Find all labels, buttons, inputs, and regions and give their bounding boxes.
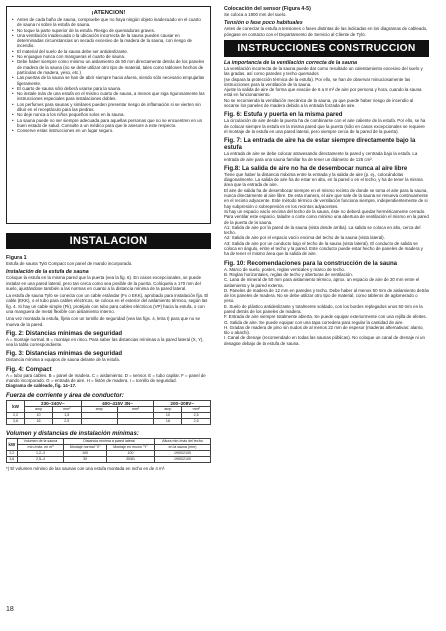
volume-table-subheader: mín./máx. en m³ [17,444,64,450]
fig10-item: G. Salida de aire. Se puede equipar con una tapa corredera para regular la cantidad de aire. [224,319,404,325]
installation-banner: INSTALACION [6,233,211,249]
table-row [7,456,211,462]
fig10-item: F. Entrada de aire siempre totalmente abierta. Se puede equipar exteriormente con una rejilla de afeites. [224,314,427,320]
warning-item: • No toque la parte superior de la estufa. Riesgo de quemaduras graves. [11,28,206,33]
warning-item: • Las puertas de la sauna se han de abrir siempre hacia afuera, siendo sólo necesario empujarlas ligeramente. [11,75,206,86]
figure1-title: Figura 1 [6,255,27,261]
ventilation-paragraph: (se dispara la protección térmica de la estufa). Por ello, se han de observar minuciosamente las instrucciones para la ventilación de la sauna. [224,76,411,87]
table-cell: 3,6 [7,456,18,462]
fig6-text: La circulación de aire desde la puerta ha de combinarse con el aire caliente de la estufa. Por ello, se ha de colocar siempre la estufa en la misma pared que la puerta (sólo en casos excepcionales se requiere el montaje de la estufa en una pared lateral, pero siempre cerca de la pared de la puerta). [224,118,426,134]
volume-table-title: Volumen y distancias de instalación mínimas: [6,429,139,437]
fig6-title: Fig. 6: Estufa y puerta en la misma pared [224,111,343,119]
installation-paragraph: Coloque la estufa en la misma pared que la puerta (vea la fig. 6). En casos excepcionales, se puede instalar en una pared lateral, pero tan cerca como sea posible de la puerta. Colóquela a 170 mm del suelo, ajustándose también a las normas en cuanto a la distancia mínima de la pared lateral. [6,275,202,291]
fig10-item: H. Gradas de madera de pino sin nudos de al menos 22 mm de espesor (maderas alternativas: alamo, tilo o abachi). [224,324,424,336]
table-cell: 100 [107,450,155,456]
installation-paragraph: Una vez montada la estufa, fíjela con un tornillo de seguridad (vea las figs. 4, letra I) para que no se mueva de la pared. [6,316,201,327]
volume-table-kw-header: kW [7,438,18,450]
fig3-title: Fig. 3: Distancias mínimas de seguridad [6,350,123,358]
installation-title: Instalación de la estufa de sauna [6,269,89,275]
table-cell: 100 [64,450,107,456]
table-cell: 30 [64,456,107,462]
cable-table [6,400,211,425]
warning-item: • No deje nunca a los niños pequeños solos en la sauna. [11,112,206,117]
ventilation-paragraph: La ventilación incorrecta de la sauna puede dar como resultado un calentamiento excesivo del suelo y las gradas, así como paredes y techo quemados [224,66,423,77]
tension-title: Tensión o fase poco habituales [224,20,303,26]
warning-item: • Debe haber siempre como mínimo un aislamiento de 50 mm directamente detrás de los paneles de madera de la sauna (no se debe utilizar otro tipo de material, tales como tablones hechos de partículas de madera, yeso, etc.) [11,59,206,75]
fig8-paragraph: Tiene que haber la distancia máxima entre la entrada y la salida de aire (p. ej., colocándolas diagonalmente. La salida de aire ha de estar en alto, en la pared o en el techo, y ha de tener la misma área que la entrada de aire. [224,171,423,188]
volume-table-subheader: Montaje en rincón "Y" [107,444,155,450]
warning-item: • El material del suelo de la sauna debe ser antideslizante. [11,49,206,54]
tension-text: Antes de conectar la estufa a tensiones o fases distintas de las indicadas en los diagramas de cableado, póngase en contacto con el Departamento de Servicio al Cliente de Tylö. [224,26,428,37]
fig10-item: E. Suelo de plástico antideslizante y totalmente soldado, con los bordes replegados unos 50 mm en la pared detrás de los paneles de madera. [224,303,423,314]
warning-item: • Antes de cada baño de sauna, compruebe que no haya ningún objeto inadecuado en el cuarto de sauna ni sobre la estufa de sauna. [11,17,206,28]
fig8-paragraph: El aire de salida ha de desembocar siempre en el mismo recinto de donde se toma el aire para la sauna, nunca directamente al aire libre. De esta manera, el aire que sale de la sauna se renueva continuamente en el recinto adyacente. Este método térmico de ventilación funciona siempre, independientemente de si hay subpresión o sobrepresión en los recintos adyacentes. [224,187,429,209]
warning-item: • Una ventilación inadecuada o la ubicación incorrecta de la sauna pueden causar en determinadas circunstancias un secado excesivo de la madera de la sauna, con riesgo de incendio. [11,33,206,49]
table-cell: 2,5–4 [17,456,64,462]
cable-table-group-header: 400–415V 3N~ [81,400,154,406]
warning-item: • Los perfumes para saunas y similares pueden presentar riesgo de inflamación si se vierten sin diluir en el receptáculo para las piedras. [11,102,206,113]
cable-table-kw-header: kW [7,400,25,412]
table-cell: 30/81 [107,456,155,462]
table-cell [81,418,117,424]
volume-table-header: Volumen de la sauna [17,438,64,444]
ventilation-paragraph: Ajuste la salida de aire de forma que evacúe de 6 a 8 m³ de aire por persona y hora, cuando la sauna está en funcionamiento. [224,87,422,98]
table-cell: 2,5 [182,418,211,424]
fig10-item: C. Lana de mineral de 50 mm para aislamiento térmico, aprox. un espacio de aire de 20 mm entre el aislamiento y la pared externa. [224,277,420,288]
volume-table-header: Altura min./máx del techo [154,438,210,444]
volume-table-header: Distancia mínima a pared lateral [64,438,155,444]
table-row [7,418,211,424]
table-cell: 16 [25,418,53,424]
fig10-item: A. Marco de suelo, postes, reglas verticales y marco de techo. [224,266,346,272]
table-cell: 1900/2100 [154,450,210,456]
volume-table [6,438,211,463]
fig10-item: D. Paneles de madera de 12 mm en paredes y techo. Debe haber al menos 50 mm de aislamiento detrás de los paneles de madera. No se debe utilizar otro tipo de material, como tableros de aglomerado o yeso. [224,287,430,304]
cable-table-subheader: amp [81,406,117,412]
table-cell: 2,5 [182,412,211,418]
table-cell: 1900/2100 [154,456,210,462]
cable-table-subheader: mm² [182,406,211,412]
warning-item: • La sauna puede no ser siempre adecuada para aquellas personas que no se encuentren en un buen estado de salud. Consulte a un médico para que le asesore a este respecto. [11,118,206,129]
fig8-title: Fig.8: La salida de aire no ha de desembocar nunca al aire libre [224,164,408,172]
table-cell: 18 [154,418,182,424]
warning-item: • El cuarto de sauna sólo deberá usarse para la sauna. [11,86,206,91]
warning-title: ¡ATENCION! [91,10,126,16]
cable-table-subheader: mm² [53,406,82,412]
page-number: 18 [6,606,14,613]
warning-box [6,6,211,224]
fig8-note: A3: Salida de aire por un conducto bajo el techo de la sauna (vista lateral). El conducto de salida se coloca en ángulo, entre el techo y la pared. Este conducto puede estar hecho de paneles de madera y ha de tener el mismo área que la salida de aire. [224,240,423,257]
fig10-title: Fig. 10: Recomendaciones para la construcción de la sauna [224,259,398,267]
warning-item: • No instale más de una estufa en el mismo cuarto de sauna, a menos que siga rigurosamente las instrucciones especiales para instalaciones dobles. [11,91,206,102]
warning-item: • Conserve estas instrucciones en un lugar seguro. [11,128,206,133]
fig8-note: A2: Salida de aire por el espacio vacío encima del techo de la sauna (vista lateral). [224,235,385,241]
table-cell: 1,5 [53,412,82,418]
construction-banner: INSTRUCCIONES CONSTRUCCION [224,40,429,57]
sensor-title: Colocación del sensor (Figura 4-5) [224,6,311,12]
right-column [224,6,429,346]
table-cell: 2,5 [53,418,82,424]
table-cell: 1,2–3 [17,450,64,456]
figure1-text: Estufa de sauna Tylö Compact con panel de mando incorporado. [6,261,133,267]
volume-table-subheader: Montaje normal "X" [64,444,107,450]
cable-table-group-header: 200–208V~ [154,400,211,406]
left-column [6,6,211,471]
fig4-text: A = tubo para cables. B = panel de madera. C = aislamiento. D = sensor. E = tubo capilar. F = panel de mando incorporado. G = entrada de aire. H = listón de madera. I = tornillo de seguridad. [6,372,206,384]
footnote: *) El volumen mínimo de las saunas con una estufa montada en nicho es de 4 m³. [6,465,166,471]
fig2-title: Fig. 2: Distancias mínimas de seguridad [6,329,123,337]
fig10-item: B. Reglas horizontales, reglas de techo y aberturas de ventilación. [224,271,353,277]
ventilation-title: La importancia de la ventilación correcta de la sauna [224,59,358,66]
sensor-text: Se coloca a 1900 mm del suelo. [224,12,287,18]
table-cell [117,418,154,424]
wiring-diagram-ref: Diagrama de cableado, fig. 14–17. [6,383,77,389]
table-cell: 2,2 [7,412,25,418]
table-cell: 2,2 [7,450,18,456]
cable-table-title: Fuerza de corriente y área de conductor: [6,391,124,399]
cable-table-group-header: 230–240V~ [25,400,82,406]
table-cell: 10 [154,412,182,418]
fig3-text: Distancia mínima a equipos de sauna delante de la estufa. [6,357,120,363]
installation-paragraph: La estufa de sauna Tylö se conecta con un cable estándar (Fx o EKK), aprobado para instalación fija. El cable (EKK), o el tubo para cables eléctricos, se coloca en el exterior del aislamiento térmico, según las fig. 4. Si hay un cable simple (Fk), protéjalo con tubo para cables eléctricos (VP) hacia la estufa, o con una manguera de metal flexible con aislamiento interno. [6,293,209,314]
warning-item: • No enjuague nunca con mangueras el cuarto de sauna. [11,54,206,59]
table-cell: 10 [25,412,53,418]
ventilation-paragraph: No se recomienda la ventilación mecánica de la sauna, ya que puede haber riesgo de incendio al secarse los paneles de madera debido a la entrada forzada de aire. [224,97,414,109]
fig8-note: A1: Salida de aire por la pared de la sauna (vista desde arriba). La salida se coloca en alto, cerca del techo. [224,224,421,236]
cable-table-subheader: amp [154,406,182,412]
fig10-item: I. Canal de drenaje (recomendado en todas las saunas públicas). No coloque un canal de drenaje ni un desagüe debajo de la estufa de sauna. [224,335,425,346]
fig4-title: Fig. 4: Compact [6,365,52,373]
fig8-paragraph: Si hay un espacio vacío encima del techo de la sauna, éste no deberá quedar herméticamente cerrado. Para ventilar este espacio, taladre o corte como mínimo una abertura de ventilación el mismo en la pared de la puerta de la sauna. [224,208,429,225]
fig7-title: Fig. 7: La entrada de aire ha de estar siempre directamente bajo la estufa [224,137,416,152]
table-cell: 3,6 [7,418,25,424]
cable-table-subheader: amp [25,406,53,412]
volume-table-subheader: en la sauna (mm) [154,444,210,450]
fig2-text: A = montaje normal. B = montaje en rinco. Para saber las distancias mínimas a la pared lateral (X, Y), vea la tabla correspondiente. [6,336,204,348]
cable-table-subheader: mm² [117,406,154,412]
fig7-text: La entrada de aire se debe colocar atravesando directamente la pared y centrada bajo la estufa. La entrada de aire para una sauna familiar ha de tener un diámetro de 125 cm². [224,151,418,162]
